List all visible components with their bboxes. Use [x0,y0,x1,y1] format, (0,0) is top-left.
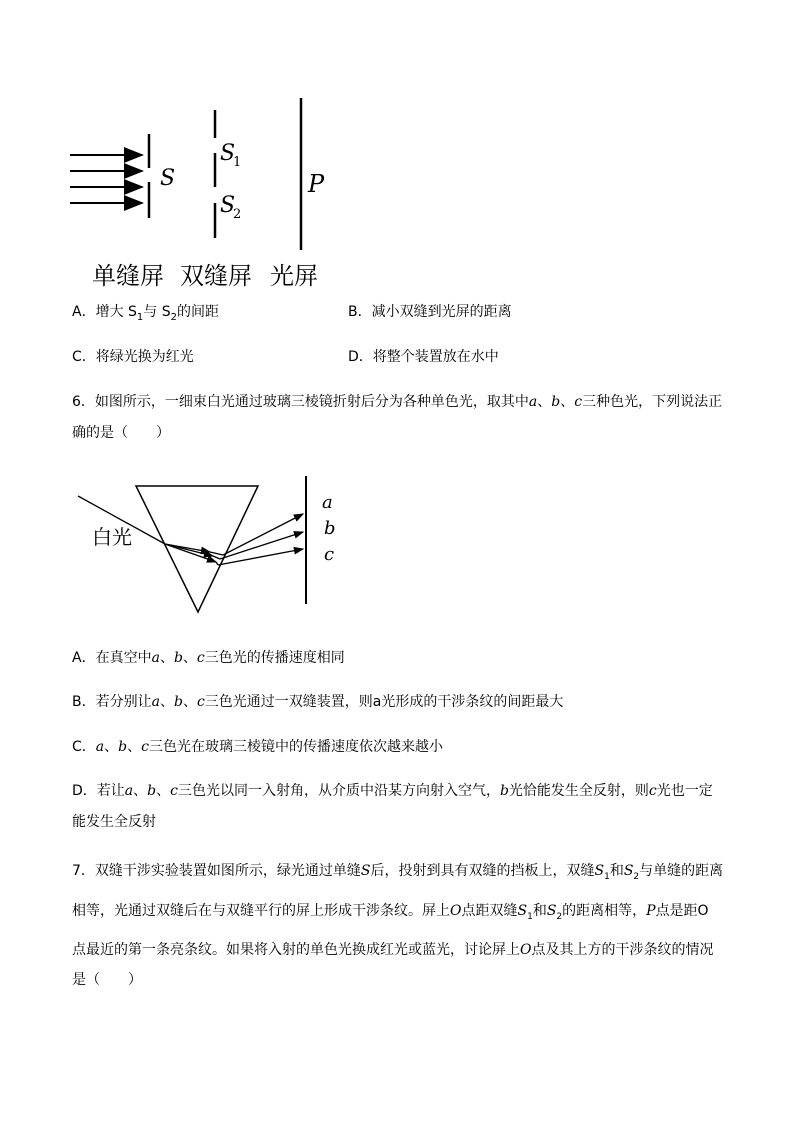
inner-ray-a-cont [210,552,223,555]
label-s2-sub: 2 [233,207,242,222]
glass-prism [136,486,258,612]
q5-option-a: A．增大 $S_1$与 $S_2$的间距 [72,304,220,323]
q5-option-b: B．减小双缝到光屏的距离 [348,304,512,320]
label-s1: S [220,141,236,166]
label-p: P [308,170,325,198]
label-ray-b: b [324,518,336,539]
q7-stem-line-2: 相等，光通过双缝后在与双缝平行的屏上形成干涉条纹。屏上O点距双缝$S_1$和$S_2$的距离相等，P点是距O [72,903,709,922]
caption-single-slit-screen: 单缝屏 [92,262,164,290]
incident-light-arrows [70,155,142,203]
q6-option-c: C．a、b、c三色光在玻璃三棱镜中的传播速度依次越来越小 [72,739,443,755]
q7-stem-line-3: 点最近的第一条亮条纹。如果将入射的单色光换成红光或蓝光，讨论屏上O点及其上方的干涉条纹的情况 [72,942,714,958]
q5-option-c: C．将绿光换为红光 [72,349,194,365]
caption-double-slit-screen: 双缝屏 [180,262,252,290]
q6-option-d-line-1: D．若让a、b、c三色光以同一入射角，从介质中沿某方向射入空气，b光恰能发生全反射，则c光也一定 [72,783,713,799]
q6-option-b: B．若分别让a、b、c三色光通过一双缝装置，则a光形成的干涉条纹的间距最大 [72,694,564,710]
inner-ray-c-cont [216,562,218,565]
prism-dispersion-figure [70,474,360,624]
inner-ray-b [165,544,213,556]
exit-rays [218,514,303,565]
label-ray-c: c [324,544,335,565]
q7-stem-line-4: 是（ ） [72,972,142,988]
exit-ray-b [220,532,303,559]
label-s1-sub: 1 [233,155,242,170]
q5-option-d: D．将整个装置放在水中 [348,349,499,365]
caption-light-screen: 光屏 [270,262,318,290]
inner-ray-b-cont [213,556,220,559]
q7-stem-line-1: 7．双缝干涉实验装置如图所示，绿光通过单缝S后，投射到具有双缝的挡板上，双缝$S_1$和$S_2$与单缝的距离 [72,863,724,882]
q6-option-a: A．在真空中a、b、c三色光的传播速度相同 [72,650,345,666]
label-s: S [160,166,176,191]
q6-stem-line-1: 6．如图所示，一细束白光通过玻璃三棱镜折射后分为各种单色光，取其中a、b、c三种色光，下列说法正 [72,394,723,410]
label-white-light: 白光 [92,525,132,549]
label-ray-a: a [322,492,333,513]
q6-option-d-line-2: 能发生全反射 [72,814,156,830]
q6-stem-line-2: 确的是（ ） [72,425,170,441]
label-s2: S [220,193,236,218]
